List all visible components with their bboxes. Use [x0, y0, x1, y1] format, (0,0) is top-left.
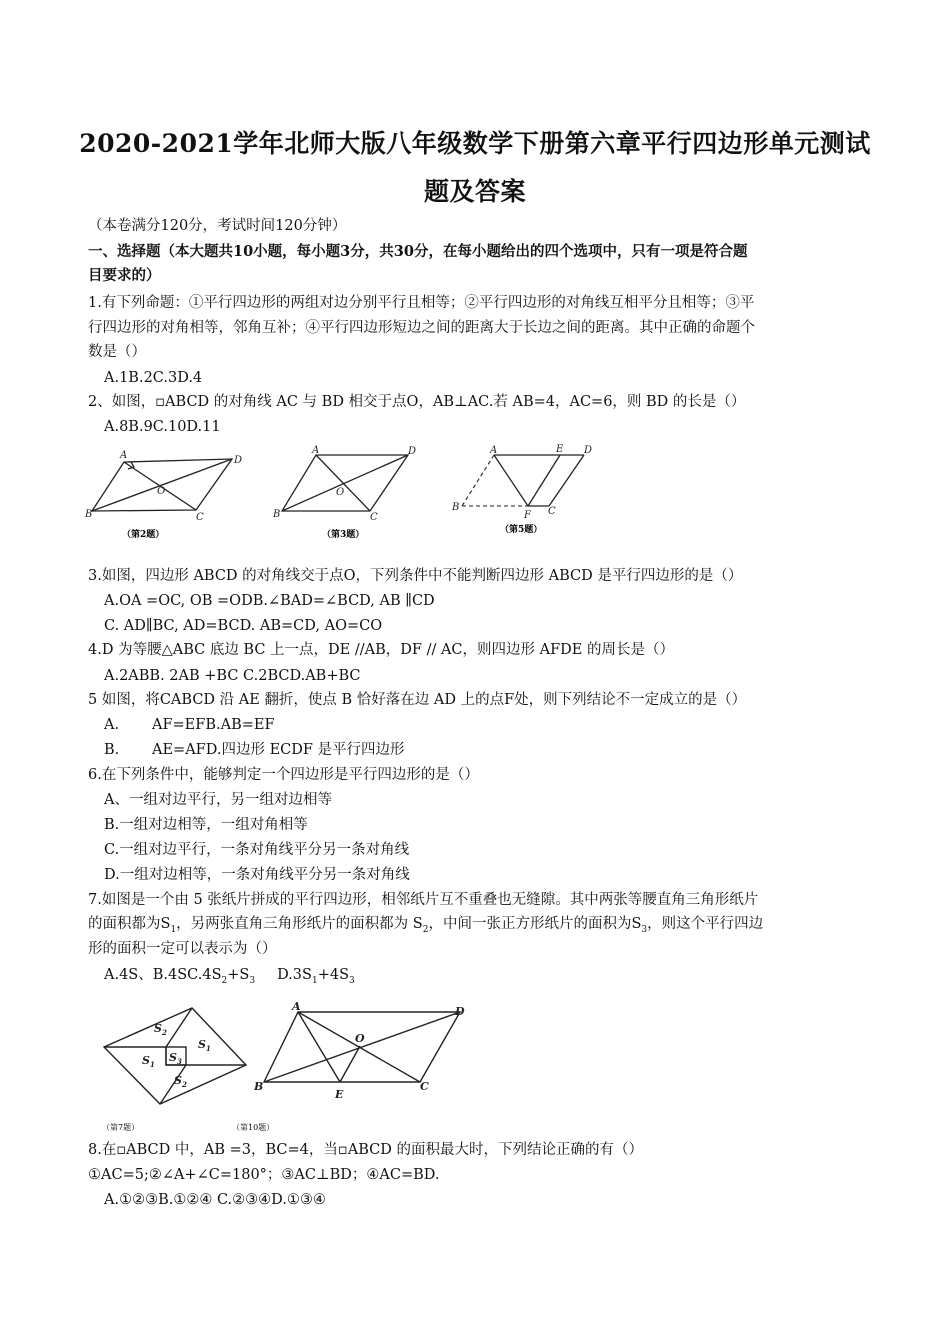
- side-dc: [549, 455, 584, 506]
- figure-q2: [84, 445, 254, 545]
- q5-option-b-letter: B.: [104, 742, 120, 758]
- label-b: B: [85, 509, 93, 520]
- q7-opt-part1: A.4S、B.4SC.4S: [104, 967, 222, 983]
- q6-option-b: B.一组对边相等，一组对角相等: [104, 817, 308, 833]
- label-e: E: [556, 444, 564, 455]
- q2-line1: 2、如图，▫ABCD 的对角线 AC 与 BD 相交于点O，AB⊥AC.若 AB=4，AC=6，则 BD 的长是（）: [88, 394, 746, 410]
- q1-line3: 数是（）: [88, 344, 146, 360]
- caption-q7: （第7题）: [102, 1123, 140, 1132]
- q4-line1: 4.D 为等腰△ABC 底边 BC 上一点，DE //AB，DF // AC，则四边形 AFDE 的周长是（）: [88, 642, 674, 658]
- q8-options: A.①②③B.①②④ C.②③④D.①③④: [104, 1192, 326, 1208]
- label-d: D: [408, 446, 417, 457]
- q7-line3: 形的面积一定可以表示为（）: [88, 941, 277, 957]
- q6-option-d: D.一组对边相等，一条对角线平分另一条对角线: [104, 867, 410, 883]
- q7-line2: [88, 914, 763, 940]
- q7-sub-3: 3: [641, 924, 648, 935]
- label-o: O: [355, 1032, 365, 1045]
- q8-line2: ①AC=5;②∠A+∠C=180°；③AC⊥BD；④AC=BD.: [88, 1167, 440, 1183]
- label-o: O: [157, 486, 166, 497]
- q7-opt-sub-3: 3: [249, 975, 256, 986]
- q7-options: [104, 965, 355, 991]
- section1-heading-cont: 目要求的）: [88, 267, 161, 284]
- region-s1-right: $S_1$: [198, 1038, 211, 1053]
- intro-note: （本卷满分120分，考试时间120分钟）: [88, 218, 347, 234]
- q6-line1: 6.在下列条件中，能够判定一个四边形是平行四边形的是（）: [88, 767, 479, 783]
- segment-ef: [528, 455, 560, 506]
- q2-options: A.8B.9C.10D.11: [104, 419, 221, 435]
- region-s2-top: $S_2$: [154, 1022, 167, 1037]
- figure-q10: [232, 1000, 480, 1134]
- q5-options-ab: AF=EFB.AB=EF: [152, 717, 275, 733]
- q6-option-a: A、一组对边平行，另一组对边相等: [104, 792, 332, 808]
- section1-heading: 一、选择题（本大题共10小题，每小题3分，共30分，在每小题给出的四个选项中，只有一项是符合题: [88, 243, 748, 260]
- q7-opt-sub-1: 1: [311, 975, 318, 986]
- doc-title-line2: 题及答案: [423, 177, 526, 206]
- q5-options-cd: AE=AFD.四边形 ECDF 是平行四边形: [152, 742, 405, 758]
- label-c: C: [370, 512, 378, 523]
- q4-options: A.2ABB. 2AB +BC C.2BCD.AB+BC: [104, 668, 361, 684]
- q7-line2-part3: ，中间一张正方形纸片的面积为S: [428, 916, 642, 932]
- q7-line2-part1: 的面积都为S: [88, 916, 171, 932]
- q7-opt-sub-2: 2: [221, 975, 228, 986]
- caption-q3: （第3题）: [322, 530, 365, 540]
- dashed-ab: [462, 455, 494, 506]
- region-s2-bottom: $S_2$: [174, 1074, 187, 1089]
- q3-options-ab: A.OA =OC, OB =ODB.∠BAD=∠BCD, AB ∥CD: [104, 593, 435, 609]
- q7-sub-2: 2: [422, 924, 429, 935]
- label-e: E: [335, 1088, 344, 1101]
- q7-opt-sub-3b: 3: [349, 975, 355, 986]
- label-c: C: [420, 1080, 429, 1093]
- label-f: F: [524, 510, 531, 521]
- q7-opt-part2: +S: [227, 967, 250, 983]
- label-a: A: [312, 445, 320, 456]
- q6-option-c: C.一组对边平行，一条对角线平分另一条对角线: [104, 842, 410, 858]
- region-s1-left: $S_1$: [142, 1054, 155, 1069]
- q1-line2: 行四边形的对角相等，邻角互补；④平行四边形短边之间的距离大于长边之间的距离。其中正确的命题个: [88, 320, 755, 336]
- q1-options: A.1B.2C.3D.4: [104, 370, 203, 386]
- diagonal-bd: [92, 459, 232, 511]
- label-c: C: [196, 512, 204, 523]
- label-d: D: [455, 1005, 465, 1018]
- diagonal-ac: [316, 455, 370, 511]
- segment-ae: [298, 1012, 340, 1082]
- q5-option-a-letter: A.: [104, 717, 120, 733]
- figure-q7: [96, 1000, 256, 1134]
- q3-options-cd: C. AD∥BC, AD=BCD. AB=CD, AO=CO: [104, 618, 383, 634]
- label-a: A: [120, 450, 128, 461]
- label-a: A: [292, 1000, 301, 1013]
- fold-line-af: [494, 455, 528, 506]
- q5-line1: 5 如图，将CABCD 沿 AE 翻折，使点 B 恰好落在边 AD 上的点F处，则下列结论不一定成立的是（）: [88, 692, 747, 708]
- doc-title-line1: 2020-2021学年北师大版八年级数学下册第六章平行四边形单元测试: [79, 129, 871, 158]
- label-b: B: [452, 502, 460, 513]
- label-c: C: [548, 506, 556, 517]
- q7-opt-part4: +4S: [317, 967, 350, 983]
- label-b: B: [273, 509, 281, 520]
- caption-q10: （第10题）: [232, 1123, 275, 1132]
- caption-q2: （第2题）: [122, 530, 165, 540]
- figure-q3: [270, 445, 420, 545]
- q7-line2-part2: ，另两张直角三角形纸片的面积都为 S: [176, 916, 423, 932]
- q7-opt-part3: D.3S: [277, 967, 312, 983]
- q7-line2-part4: ，则这个平行四边: [647, 916, 764, 932]
- label-o: O: [336, 487, 345, 498]
- label-d: D: [234, 455, 243, 466]
- figure-q5: [448, 440, 598, 540]
- label-d: D: [584, 445, 593, 456]
- q1-line1: 1.有下列命题：①平行四边形的两组对边分别平行且相等；②平行四边形的对角线互相平分且相等；③平: [88, 295, 755, 311]
- q3-line1: 3.如图，四边形 ABCD 的对角线交于点O，下列条件中不能判断四边形 ABCD 是平行四边形的是（）: [88, 568, 743, 584]
- q8-line1: 8.在▫ABCD 中，AB =3，BC=4，当▫ABCD 的面积最大时，下列结论正确的有（）: [88, 1142, 643, 1158]
- label-b: B: [254, 1080, 264, 1093]
- q7-line1: 7.如图是一个由 5 张纸片拼成的平行四边形，相邻纸片互不重叠也无缝隙。其中两张等腰直角三角形纸片: [88, 892, 759, 908]
- q7-sub-1: 1: [170, 924, 177, 935]
- caption-q5: （第5题）: [500, 525, 543, 535]
- region-s3-center: $S_3$: [169, 1051, 182, 1066]
- label-a: A: [490, 445, 498, 456]
